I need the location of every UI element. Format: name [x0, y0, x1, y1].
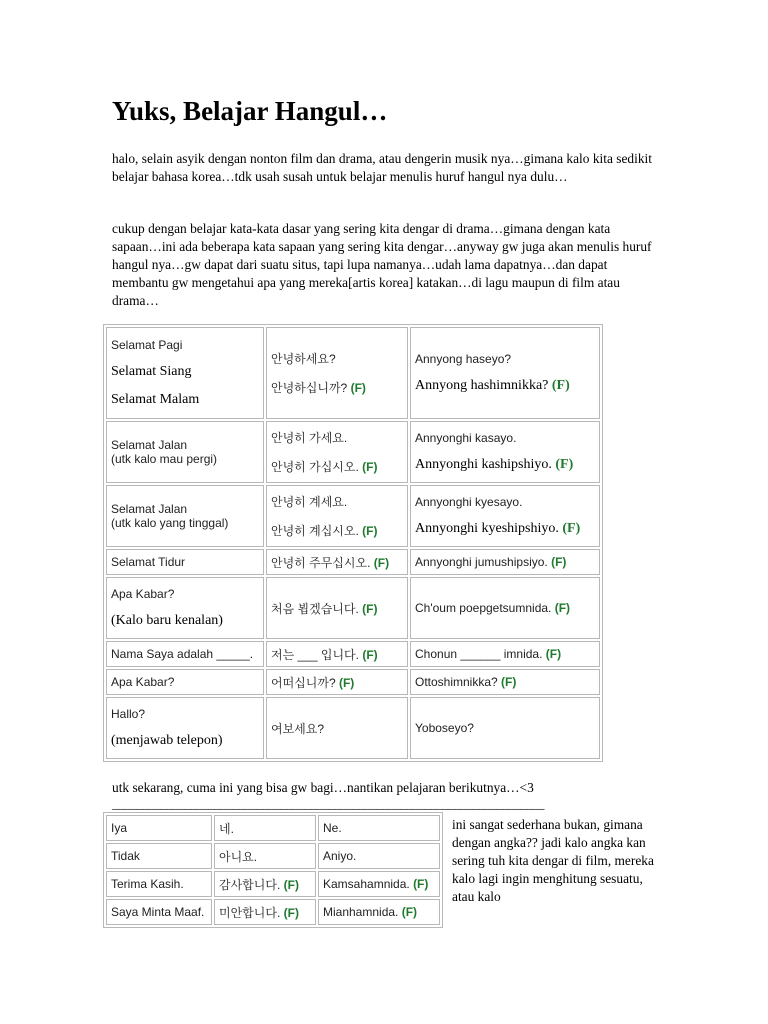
formal-mark: (F)	[362, 647, 378, 662]
indonesian-cell	[106, 669, 264, 695]
formal-mark: (F)	[362, 460, 378, 474]
hangul-cell	[266, 549, 408, 575]
romanization-text	[415, 457, 595, 473]
formal-mark: (F)	[413, 877, 429, 891]
romanization-cell	[410, 549, 600, 575]
romanization-text-text: Annyonghi kasayo.	[415, 431, 517, 445]
romanization-cell	[410, 697, 600, 759]
hangul-text-text: 네.	[219, 821, 234, 836]
indonesian-text: (utk kalo yang tinggal)	[111, 516, 229, 530]
indonesian-text: Apa Kabar?	[111, 675, 175, 689]
romanization-text	[415, 555, 595, 569]
romanization-text-text: Ottoshimnikka?	[415, 675, 498, 689]
hangul-cell	[214, 815, 316, 841]
romanization-text	[323, 821, 435, 835]
romanization-text	[323, 877, 435, 891]
table-row	[106, 549, 600, 575]
hangul-text-text: 저는 ___ 입니다.	[271, 647, 359, 662]
indonesian-text: Saya Minta Maaf.	[111, 905, 205, 919]
hangul-text-text: 안녕히 계십시오.	[271, 524, 359, 538]
romanization-text	[415, 721, 595, 735]
romanization-text-text: Annyong hashimnikka?	[415, 378, 549, 393]
hangul-text-text: 안녕히 가십시오.	[271, 460, 359, 474]
table-row	[106, 641, 600, 667]
indonesian-cell	[106, 577, 264, 639]
table-row	[106, 871, 440, 897]
formal-mark: (F)	[562, 521, 581, 536]
romanization-cell	[410, 641, 600, 667]
romanization-text-text: Annyonghi kyesayo.	[415, 495, 523, 509]
formal-mark: (F)	[362, 524, 378, 538]
indonesian-cell	[106, 697, 264, 759]
table-row	[106, 485, 600, 547]
hangul-cell	[266, 641, 408, 667]
table-row	[106, 577, 600, 639]
hangul-cell	[266, 669, 408, 695]
hangul-text	[271, 458, 403, 475]
romanization-cell	[410, 327, 600, 419]
formal-mark: (F)	[501, 675, 517, 689]
hangul-text-text: 안녕하십니까?	[271, 381, 348, 395]
hangul-cell	[214, 871, 316, 897]
hangul-text-text: 어떠십니까?	[271, 675, 336, 690]
hangul-cell	[266, 697, 408, 759]
formal-mark: (F)	[551, 378, 570, 393]
indonesian-cell	[106, 843, 212, 869]
hangul-text-text: 안녕하세요?	[271, 352, 336, 366]
indonesian-text: Hallo?	[111, 707, 146, 721]
hangul-text	[219, 876, 311, 893]
table-row	[106, 815, 440, 841]
romanization-text-text: Annyonghi kashipshiyo.	[415, 457, 552, 472]
hangul-text-text: 미안합니다.	[219, 905, 281, 920]
romanization-text	[415, 378, 595, 394]
hangul-text	[219, 904, 311, 921]
indonesian-cell	[106, 327, 264, 419]
formal-mark: (F)	[554, 601, 571, 615]
hangul-text	[219, 820, 311, 837]
formal-mark: (F)	[283, 905, 299, 920]
indonesian-text: Selamat Jalan	[111, 502, 188, 516]
basic-words-table	[103, 812, 443, 928]
romanization-text	[323, 849, 435, 863]
greetings-paragraph: cukup dengan belajar kata-kata dasar yang sering kita dengar di drama…gimana dengan kata sapaan…ini ada beberapa kata sapaan yang sering kita dengar…anyway gw juga akan menulis huruf hangul nya…gw dapat dari suatu situs, tapi lupa namanya…udah lama dapatnya…dan dapat membantu gw mengetahui apa yang mereka[artis korea] katakan…di lagu maupun di film atau drama…	[112, 221, 652, 308]
hangul-cell	[214, 899, 316, 925]
romanization-text	[415, 675, 595, 689]
formal-mark: (F)	[283, 877, 299, 892]
romanization-cell	[410, 421, 600, 483]
romanization-text	[415, 352, 595, 366]
indonesian-cell	[106, 899, 212, 925]
hangul-text	[271, 554, 403, 571]
formal-mark: (F)	[362, 601, 378, 616]
indonesian-text: Terima Kasih.	[111, 877, 184, 891]
romanization-text-text: Annyonghi jumushipsiyo.	[415, 555, 548, 569]
hangul-text	[271, 646, 403, 663]
hangul-text	[271, 720, 403, 737]
romanization-text	[415, 431, 595, 445]
hangul-text-text: 처음 뵙겠습니다.	[271, 601, 359, 616]
formal-mark: (F)	[401, 905, 418, 919]
indonesian-text: Selamat Pagi	[111, 338, 183, 352]
hangul-text	[271, 522, 403, 539]
hangul-text-text: 안녕히 주무십시오.	[271, 555, 371, 570]
romanization-cell	[410, 669, 600, 695]
greetings-table	[103, 324, 603, 762]
intro-paragraph: halo, selain asyik dengan nonton film dan drama, atau dengerin musik nya…gimana kalo kita sedikit belajar bahasa korea…tdk usah susah untuk belajar menulis huruf hangul nya dulu…	[112, 151, 652, 184]
indonesian-text: Selamat Tidur	[111, 555, 186, 569]
romanization-cell	[410, 577, 600, 639]
indonesian-cell	[106, 815, 212, 841]
romanization-text-text: Annyonghi kyeshipshiyo.	[415, 521, 559, 536]
indonesian-text: Selamat Malam	[111, 392, 200, 407]
hangul-cell	[266, 577, 408, 639]
hangul-text	[271, 379, 403, 396]
indonesian-text: (menjawab telepon)	[111, 733, 223, 748]
romanization-cell	[318, 843, 440, 869]
hangul-text-text: 안녕히 가세요.	[271, 431, 348, 445]
formal-mark: (F)	[350, 381, 366, 395]
romanization-cell	[318, 871, 440, 897]
table-row	[106, 327, 600, 419]
romanization-text	[415, 495, 595, 509]
hangul-text	[271, 674, 403, 691]
romanization-cell	[318, 815, 440, 841]
indonesian-cell	[106, 421, 264, 483]
indonesian-text: Iya	[111, 821, 128, 835]
separator-line: ________________________________________________________________________	[112, 796, 544, 811]
romanization-text	[323, 905, 435, 919]
hangul-text	[271, 600, 403, 617]
formal-mark: (F)	[338, 675, 355, 690]
hangul-text-text: 여보세요?	[271, 721, 325, 736]
romanization-text	[415, 601, 595, 615]
romanization-text	[415, 521, 595, 537]
hangul-cell	[214, 843, 316, 869]
hangul-cell	[266, 485, 408, 547]
hangul-text	[271, 429, 403, 446]
indonesian-cell	[106, 485, 264, 547]
indonesian-text: Apa Kabar?	[111, 587, 175, 601]
romanization-text-text: Mianhamnida.	[323, 905, 399, 919]
indonesian-text: Tidak	[111, 849, 140, 863]
hangul-text	[219, 848, 311, 865]
numbers-intro-text: ini sangat sederhana bukan, gimana dengan angka?? jadi kalo angka kan sering tuh kita dengar di film, mereka kalo lagi ingin menghitung sesuatu, atau kalo	[452, 817, 654, 904]
romanization-text-text: Yoboseyo?	[415, 721, 474, 735]
page-title: Yuks, Belajar Hangul…	[112, 96, 388, 126]
table-row	[106, 669, 600, 695]
hangul-text-text: 감사합니다.	[219, 877, 281, 892]
romanization-cell	[410, 485, 600, 547]
hangul-cell	[266, 421, 408, 483]
closing-note: utk sekarang, cuma ini yang bisa gw bagi…nantikan pelajaran berikutnya…<3	[112, 780, 534, 795]
hangul-text-text: 아니요.	[219, 849, 258, 864]
table-row	[106, 697, 600, 759]
table-row	[106, 899, 440, 925]
formal-mark: (F)	[555, 457, 574, 472]
formal-mark: (F)	[373, 555, 390, 570]
romanization-text	[415, 647, 595, 661]
hangul-text-text: 안녕히 계세요.	[271, 495, 348, 509]
romanization-text-text: Kamsahamnida.	[323, 877, 410, 891]
indonesian-text: Selamat Siang	[111, 364, 192, 379]
indonesian-cell	[106, 549, 264, 575]
romanization-text-text: Ch'oum poepgetsumnida.	[415, 601, 552, 615]
indonesian-text: (Kalo baru kenalan)	[111, 613, 223, 628]
formal-mark: (F)	[545, 647, 562, 661]
formal-mark: (F)	[551, 555, 567, 569]
indonesian-cell	[106, 871, 212, 897]
hangul-text	[271, 350, 403, 367]
indonesian-cell	[106, 641, 264, 667]
romanization-text-text: Annyong haseyo?	[415, 352, 512, 366]
romanization-text-text: Ne.	[323, 821, 342, 835]
romanization-text-text: Aniyo.	[323, 849, 357, 863]
hangul-text	[271, 493, 403, 510]
indonesian-text: (utk kalo mau pergi)	[111, 452, 218, 466]
romanization-cell	[318, 899, 440, 925]
hangul-cell	[266, 327, 408, 419]
table-row	[106, 421, 600, 483]
indonesian-text: Nama Saya adalah _____.	[111, 647, 254, 661]
indonesian-text: Selamat Jalan	[111, 438, 188, 452]
table-row	[106, 843, 440, 869]
romanization-text-text: Chonun ______ imnida.	[415, 647, 543, 661]
